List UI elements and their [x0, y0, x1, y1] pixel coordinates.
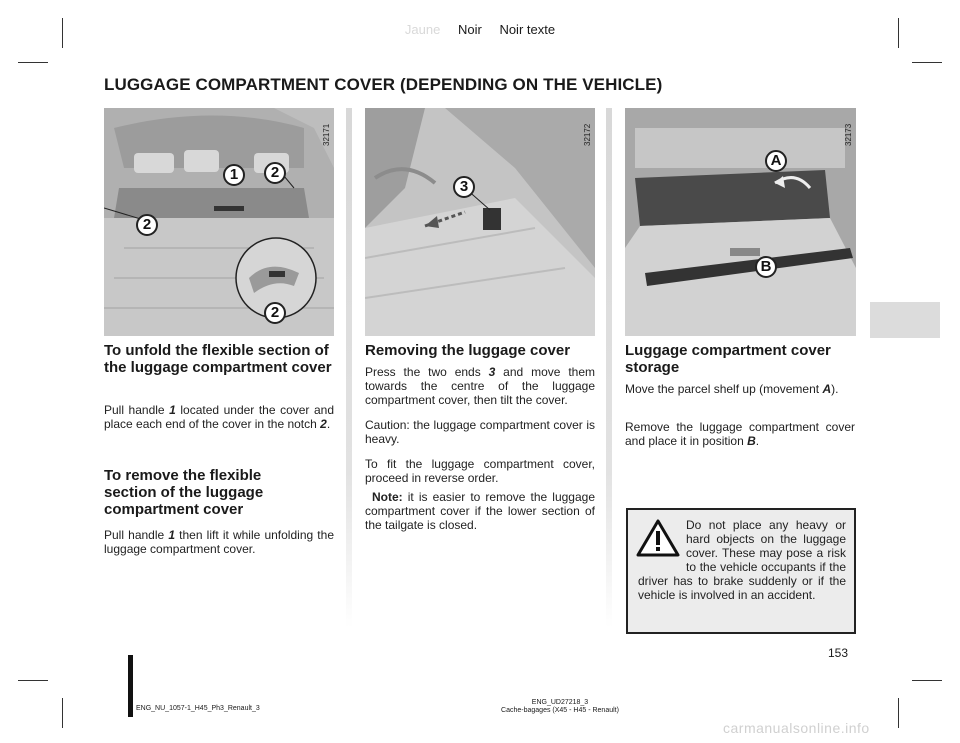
- color-registration-bar: [0, 22, 960, 37]
- callout-a: A: [765, 150, 787, 172]
- color-label-noir: Noir: [457, 22, 482, 37]
- callout-2: 2: [264, 302, 286, 324]
- callout-2: 2: [136, 214, 158, 236]
- footer-doc-code: ENG_UD27218_3: [531, 699, 589, 706]
- crop-mark: [18, 62, 48, 63]
- column-divider: [606, 108, 612, 628]
- reference-b: B: [747, 434, 756, 448]
- section-heading-removing-cover: Removing the luggage cover: [365, 342, 571, 359]
- text-span: Remove the luggage compartment cover and place it in position: [625, 420, 855, 448]
- crop-mark: [912, 62, 942, 63]
- paragraph-note: [365, 490, 595, 532]
- reference-a: A: [822, 382, 832, 396]
- text-span: ).: [831, 382, 839, 396]
- footer-left-code: ENG_NU_1057-1_H45_Ph3_Renault_3: [136, 705, 260, 712]
- text-span: .: [326, 417, 331, 431]
- paragraph-unfold: [104, 403, 334, 431]
- page-title: LUGGAGE COMPARTMENT COVER (DEPENDING ON THE VEHICLE): [104, 75, 663, 94]
- footer-doc-title: Cache-bagages (X45 - H45 - Renault): [501, 707, 619, 714]
- figure-remove-cover: [365, 108, 595, 336]
- chapter-tab: [870, 302, 940, 338]
- crop-mark: [898, 698, 899, 728]
- paragraph-move-shelf: [625, 382, 855, 396]
- figure-storage-illustration: [625, 108, 856, 336]
- paragraph-fit-cover: To fit the luggage compartment cover, proceed in reverse order.: [365, 457, 595, 485]
- warning-text: Do not place any heavy or hard objects on the luggage cover. These may pose a risk to the vehicle occupants if the driver has to brake suddenly or if the vehicle is involved in an accident.: [638, 518, 846, 602]
- color-label-jaune: Jaune: [404, 22, 441, 37]
- section-heading-unfold: To unfold the flexible section of the luggage compartment cover: [104, 342, 332, 376]
- warning-text-wrap: [638, 518, 846, 602]
- reference-1: 1: [169, 403, 176, 417]
- text-span: located under the cover and place each end of the cover in the notch: [104, 403, 334, 431]
- text-span: and move them towards the centre of the luggage compartment cover, then tilt the cover.: [365, 365, 596, 407]
- watermark: carmanualsonline.info: [723, 720, 870, 736]
- crop-mark: [912, 680, 942, 681]
- figure-remove-illustration: [365, 108, 595, 336]
- text-span: then lift it while unfolding the luggage compartment cover.: [104, 528, 334, 556]
- section-heading-remove-flexible: To remove the flexible section of the luggage compartment cover: [104, 467, 264, 518]
- figure-code: 32172: [583, 123, 592, 146]
- reference-2: 2: [320, 417, 327, 431]
- page-number: 153: [828, 646, 849, 660]
- paragraph-remove-place: [625, 420, 855, 448]
- text-span: .: [755, 434, 760, 448]
- color-label-noir-texte: Noir texte: [499, 22, 556, 37]
- figure-unfold-cover: [104, 108, 334, 336]
- text-span: Pull handle: [104, 403, 170, 417]
- section-heading-storage: Luggage compartment cover storage: [625, 342, 831, 376]
- callout-1: 1: [223, 164, 245, 186]
- icon-spacer: [638, 518, 686, 574]
- reference-1: 1: [168, 528, 176, 542]
- paragraph-remove-flexible: [104, 528, 334, 556]
- figure-cover-storage: [625, 108, 856, 336]
- crop-mark: [62, 698, 63, 728]
- callout-2: 2: [264, 162, 286, 184]
- reference-3: 3: [488, 365, 496, 379]
- binding-bar: [128, 655, 133, 717]
- text-span: Move the parcel shelf up (movement: [625, 382, 823, 396]
- text-span: it is easier to remove the luggage compartment cover if the lower section of the tailgate is closed.: [365, 490, 595, 532]
- callout-3: 3: [453, 176, 475, 198]
- crop-mark: [18, 680, 48, 681]
- warning-box: [626, 508, 856, 634]
- figure-code: 32171: [322, 123, 331, 146]
- column-divider: [346, 108, 352, 628]
- note-label: Note:: [372, 490, 403, 504]
- paragraph-caution: Caution: the luggage compartment cover is heavy.: [365, 418, 595, 446]
- figure-code: 32173: [844, 123, 853, 146]
- callout-b: B: [755, 256, 777, 278]
- paragraph-press-ends: [365, 365, 595, 407]
- text-span: Pull handle: [104, 528, 169, 542]
- text-span: Press the two ends: [365, 365, 489, 379]
